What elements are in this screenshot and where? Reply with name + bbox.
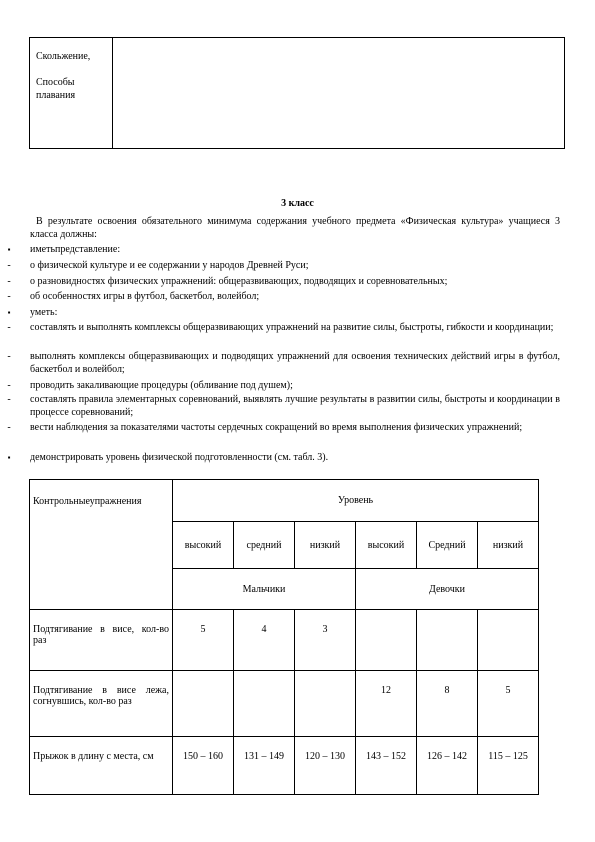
list-item-text: уметь: (30, 307, 58, 318)
table-row (30, 671, 539, 737)
table-cell (295, 671, 356, 737)
list-item (7, 306, 560, 319)
list-item (7, 321, 560, 334)
table-cell: 115 – 125 (478, 737, 539, 795)
list-item-text: об особенностях игры в футбол, баскетбол, волейбол; (30, 291, 260, 302)
table-cell (234, 671, 295, 737)
list-item-text: проводить закаливающие процедуры (обливание под душем); (30, 380, 293, 391)
list-item (7, 393, 560, 419)
bullet-marker: ▪ (7, 453, 11, 462)
dash-marker: - (7, 351, 11, 362)
table-row (30, 610, 539, 671)
row-label: Прыжок в длину с места, см (30, 737, 173, 795)
table-cell: 131 – 149 (234, 737, 295, 795)
row-label: Подтягивание в висе лежа, согнувшись, кол-во раз (30, 671, 173, 737)
table-cell: 12 (356, 671, 417, 737)
list-item (7, 350, 560, 376)
list-item (7, 290, 560, 303)
col-header: Контрольныеупражнения (30, 480, 173, 610)
list-item (7, 275, 560, 288)
cell-line-2: Способы (36, 77, 75, 88)
list-item-text: иметьпредставление: (30, 244, 121, 255)
bullet-marker: ▪ (7, 308, 11, 317)
dash-marker: - (7, 322, 11, 333)
table-cell (417, 610, 478, 671)
levels-table (29, 479, 538, 796)
table-cell: 120 – 130 (295, 737, 356, 795)
table-cell: 4 (234, 610, 295, 671)
table-cell: 3 (295, 610, 356, 671)
list-item (7, 421, 560, 434)
level-label: Средний (417, 522, 478, 569)
table-cell: 5 (478, 671, 539, 737)
list-item (7, 451, 560, 464)
level-header: Уровень (173, 480, 539, 522)
list-item-text: о физической культуре и ее содержании у народов Древней Руси; (30, 260, 309, 271)
table-cell: 150 – 160 (173, 737, 234, 795)
row-label: Подтягивание в висе, кол-во раз (30, 610, 173, 671)
table-cell (173, 671, 234, 737)
level-label: высокий (356, 522, 417, 569)
dash-marker: - (7, 394, 11, 405)
dash-marker: - (7, 276, 11, 287)
bullet-marker: ▪ (7, 245, 11, 254)
section-heading: 3 класс (281, 198, 314, 209)
dash-marker: - (7, 380, 11, 391)
list-item-text: вести наблюдения за показателями частоты сердечных сокращений во время выполнения физических упражнений; (30, 422, 523, 433)
dash-marker: - (7, 422, 11, 433)
top-table (29, 37, 565, 149)
table-cell: 8 (417, 671, 478, 737)
table-divider (112, 38, 113, 148)
cell-line-1: Скольжение, (36, 51, 91, 62)
level-label: низкий (478, 522, 539, 569)
list-item-text: составлять правила элементарных соревнований, выявлять лучшие результаты в развитии силы, быстроты и координации в процессе соревнований; (30, 394, 560, 418)
list-item (7, 379, 560, 392)
table-cell: 143 – 152 (356, 737, 417, 795)
cell-line-3: плавания (36, 90, 76, 101)
intro-paragraph: В результате освоения обязательного минимума содержания учебного предмета «Физическая культура» учащиеся 3 класса должны: (30, 216, 560, 240)
list-item-text: составлять и выполнять комплексы общеразвивающих упражнений на развитие силы, быстроты, гибкости и координации; (30, 322, 554, 333)
list-item-text: демонстрировать уровень физической подготовленности (см. табл. 3). (30, 452, 329, 463)
level-label: высокий (173, 522, 234, 569)
level-label: низкий (295, 522, 356, 569)
level-label: средний (234, 522, 295, 569)
list-item-text: выполнять комплексы общеразвивающих и подводящих упражнений для освоения технических действий игры в футбол, баскетбол и волейбол; (30, 351, 560, 375)
dash-marker: - (7, 260, 11, 271)
top-table-cell (36, 50, 111, 102)
boys-header: Мальчики (173, 569, 356, 610)
table-cell: 126 – 142 (417, 737, 478, 795)
table-cell (356, 610, 417, 671)
girls-header: Девочки (356, 569, 539, 610)
table-cell: 5 (173, 610, 234, 671)
dash-marker: - (7, 291, 11, 302)
table-row (30, 737, 539, 795)
list-item (7, 259, 560, 272)
table-cell (478, 610, 539, 671)
list-item-text: о разновидностях физических упражнений: общеразвивающих, подводящих и соревновательных; (30, 276, 448, 287)
list-item (7, 243, 560, 256)
